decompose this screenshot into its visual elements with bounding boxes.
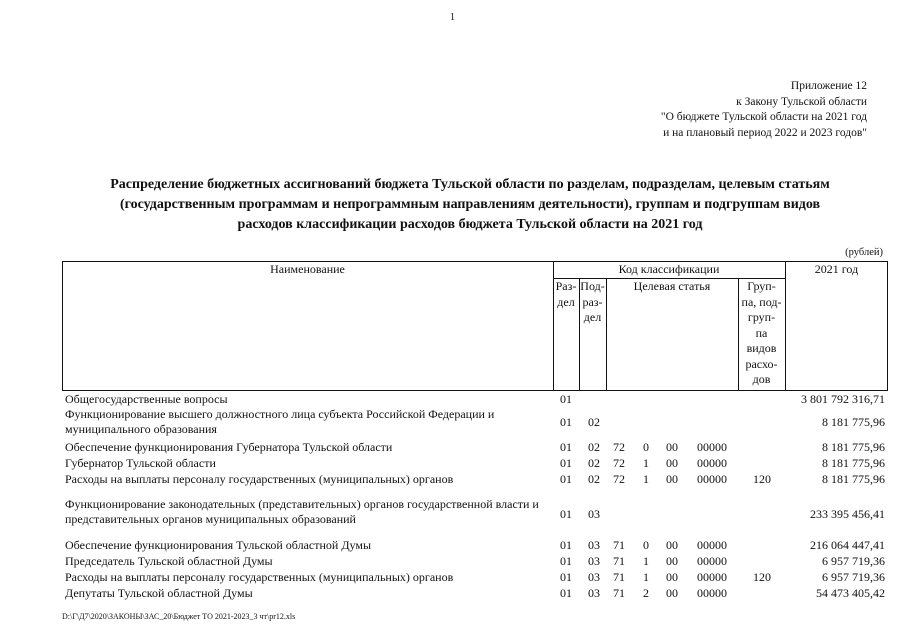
- row-amount: 3 801 792 316,71: [801, 392, 885, 406]
- header-podrazdel-line: дел: [583, 310, 602, 324]
- row-amount: 8 181 775,96: [822, 472, 885, 486]
- row-subprogram: 1: [643, 456, 649, 470]
- annex-line-4: и на плановый период 2022 и 2023 годов": [663, 126, 867, 139]
- header-podrazdel-line: Под-: [580, 279, 605, 293]
- row-name: Функционирование высшего должностного лица субъекта Российской Федерации и муниципального образования: [65, 407, 495, 436]
- row-program: 72: [613, 440, 625, 454]
- row-amount: 6 957 719,36: [822, 554, 885, 568]
- row-podrazdel: 03: [588, 538, 600, 552]
- annex-line-3: "О бюджете Тульской области на 2021 год: [660, 111, 867, 123]
- annex-line-2: к Закону Тульской области: [736, 95, 867, 108]
- row-razdel: 01: [560, 554, 572, 568]
- row-amount: 54 473 405,42: [816, 586, 885, 600]
- row-razdel: 01: [560, 440, 572, 454]
- row-direction: 00000: [697, 586, 727, 600]
- row-razdel: 01: [560, 570, 572, 584]
- sep-podrazdel: [606, 278, 607, 391]
- row-razdel: 01: [560, 586, 572, 600]
- row-direction: 00000: [697, 538, 727, 552]
- document-title: [40, 175, 900, 235]
- row-subprogram: 1: [643, 554, 649, 568]
- header-bottom-border: [62, 390, 888, 391]
- page-number: 1: [450, 12, 455, 23]
- title-line-2: (государственным программам и непрограммным направлениям деятельности), группам и подгруппам видов: [119, 197, 821, 212]
- header-group-line: дов: [752, 372, 771, 386]
- row-podrazdel: 02: [588, 415, 600, 429]
- header-left-border: [62, 261, 63, 391]
- row-name: Общегосударственные вопросы: [65, 392, 228, 406]
- row-main-event: 00: [666, 538, 678, 552]
- row-amount: 8 181 775,96: [822, 440, 885, 454]
- header-group-line: груп-: [747, 310, 776, 324]
- row-name: Функционирование законодательных (представительных) органов государственной власти и представительных органов муниципальных образований: [65, 497, 539, 526]
- annex-header: [661, 79, 867, 141]
- annex-line-1: Приложение 12: [790, 80, 867, 92]
- row-program: 72: [613, 472, 625, 486]
- row-amount: 8 181 775,96: [822, 456, 885, 470]
- header-razdel: [553, 279, 579, 310]
- row-podrazdel: 02: [588, 472, 600, 486]
- row-amount: 233 395 456,41: [810, 507, 885, 521]
- row-podrazdel: 03: [588, 570, 600, 584]
- row-subprogram: 1: [643, 472, 649, 486]
- row-amount: 216 064 447,41: [810, 538, 885, 552]
- header-code: Код классификации: [618, 262, 720, 276]
- header-group-line: расхо-: [745, 356, 778, 371]
- row-name: Расходы на выплаты персоналу государственных (муниципальных) органов: [65, 472, 454, 486]
- row-amount: 8 181 775,96: [822, 415, 885, 429]
- row-program: 71: [613, 554, 625, 568]
- header-year: 2021 год: [814, 262, 859, 276]
- header-razdel-line: Раз-: [555, 279, 577, 293]
- header-razdel-line: дел: [557, 294, 575, 309]
- header-group: [738, 279, 785, 388]
- row-podrazdel: 03: [588, 554, 600, 568]
- header-group-line: видов: [746, 341, 777, 355]
- row-subprogram: 2: [643, 586, 649, 600]
- row-podrazdel: 03: [588, 586, 600, 600]
- row-razdel: 01: [560, 507, 572, 521]
- currency-unit: (рублей): [845, 247, 883, 258]
- title-line-3: расходов классификации расходов бюджета Тульской области на 2021 год: [237, 217, 703, 232]
- file-path-footer: D:\Г\Д7\2020\ЗАКОНЫ\ЗАС_20\Бюджет ТО 2021-2023_3 чт\pr12.xls: [62, 612, 296, 621]
- header-podrazdel-line: раз-: [582, 294, 603, 309]
- row-program: 72: [613, 456, 625, 470]
- row-subprogram: 0: [643, 538, 649, 552]
- row-program: 71: [613, 586, 625, 600]
- header-target: Целевая статья: [633, 279, 711, 293]
- row-direction: 00000: [697, 440, 727, 454]
- row-main-event: 00: [666, 456, 678, 470]
- row-subprogram: 0: [643, 440, 649, 454]
- row-podrazdel: 02: [588, 456, 600, 470]
- header-group-line: Груп-: [747, 279, 776, 293]
- row-direction: 00000: [697, 456, 727, 470]
- row-expense-type: 120: [753, 570, 771, 584]
- row-direction: 00000: [697, 472, 727, 486]
- row-razdel: 01: [560, 538, 572, 552]
- title-line-1: Распределение бюджетных ассигнований бюджета Тульской области по разделам, подразделам, целевым статьям: [110, 177, 830, 192]
- row-razdel: 01: [560, 472, 572, 486]
- row-name: Губернатор Тульской области: [65, 456, 216, 470]
- row-direction: 00000: [697, 570, 727, 584]
- header-name: Наименование: [270, 262, 345, 276]
- row-main-event: 00: [666, 586, 678, 600]
- row-name: Председатель Тульской областной Думы: [65, 554, 273, 568]
- row-name: Расходы на выплаты персоналу государственных (муниципальных) органов: [65, 570, 454, 584]
- row-program: 71: [613, 570, 625, 584]
- row-main-event: 00: [666, 472, 678, 486]
- row-name: Обеспечение функционирования Тульской областной Думы: [65, 538, 372, 552]
- row-razdel: 01: [560, 415, 572, 429]
- row-subprogram: 1: [643, 570, 649, 584]
- sep-year: [785, 261, 786, 391]
- row-razdel: 01: [560, 392, 572, 406]
- row-main-event: 00: [666, 554, 678, 568]
- row-name: Депутаты Тульской областной Думы: [65, 586, 253, 600]
- row-podrazdel: 03: [588, 507, 600, 521]
- row-direction: 00000: [697, 554, 727, 568]
- table-header: [62, 261, 888, 391]
- row-main-event: 00: [666, 570, 678, 584]
- row-podrazdel: 02: [588, 440, 600, 454]
- row-razdel: 01: [560, 456, 572, 470]
- header-group-line: па: [755, 325, 768, 340]
- row-amount: 6 957 719,36: [822, 570, 885, 584]
- header-group-line: па, под-: [741, 294, 782, 309]
- row-name: Обеспечение функционирования Губернатора Тульской области: [65, 440, 393, 454]
- row-program: 71: [613, 538, 625, 552]
- header-podrazdel: [579, 279, 606, 326]
- header-right-border: [887, 261, 888, 391]
- row-main-event: 00: [666, 440, 678, 454]
- row-expense-type: 120: [753, 472, 771, 486]
